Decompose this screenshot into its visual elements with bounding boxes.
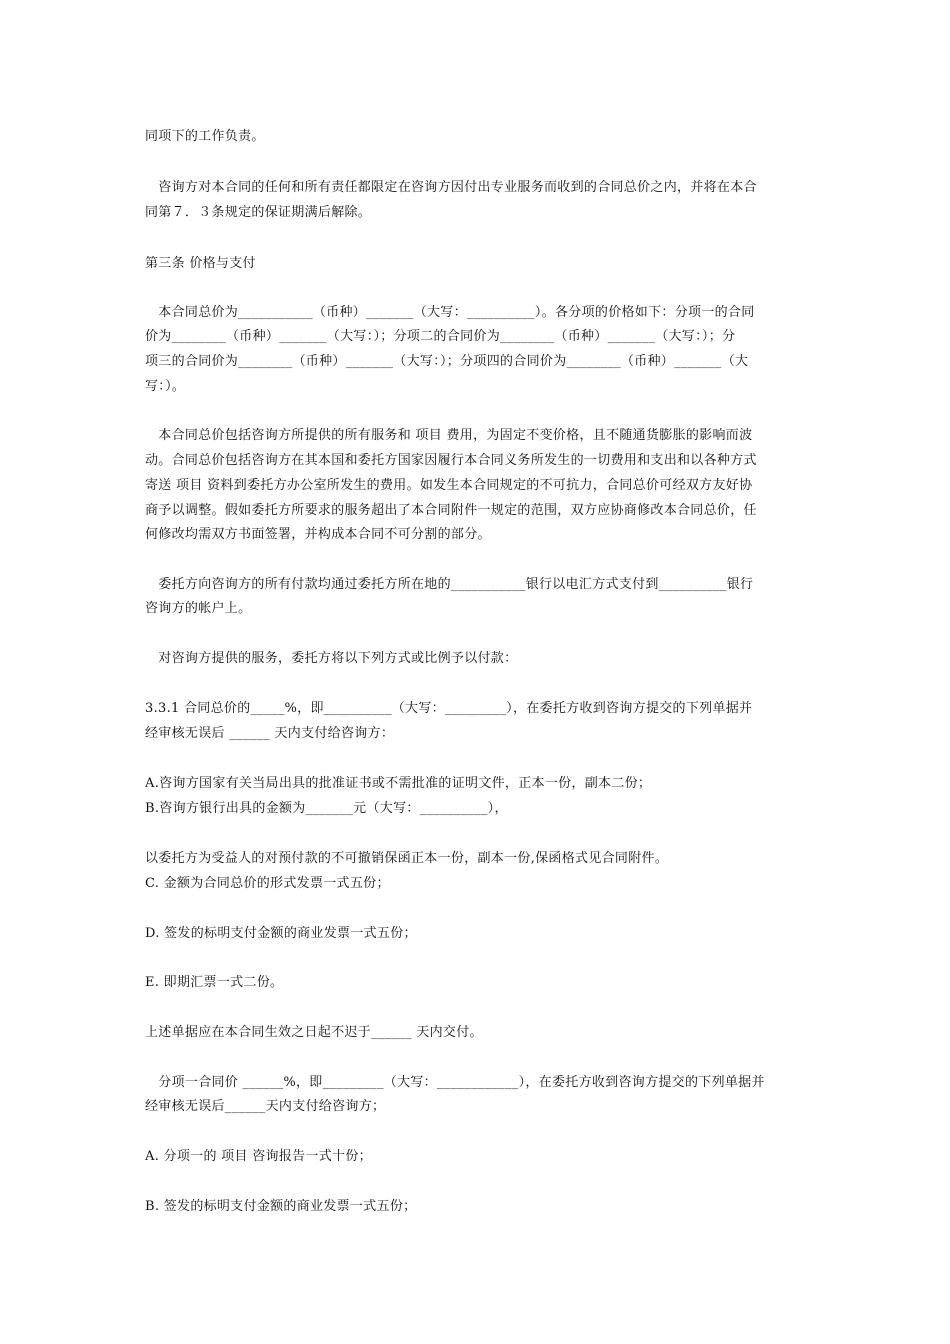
- text-line: 同第７．３条规定的保证期满后解除。: [145, 205, 372, 220]
- text-line: 经审核无误后 ______ 天内支付给咨询方：: [145, 726, 395, 741]
- text-line: 以委托方为受益人的对预付款的不可撤销保函正本一份，副本一份,保函格式见合同附件。: [145, 851, 669, 866]
- text-line: 咨询方的帐户上。: [145, 601, 252, 616]
- text-line: 本合同总价为___________（币种）_______（大写：__________）。各分项的价格如下：分项一的合同: [145, 305, 755, 320]
- text-line: 同项下的工作负责。: [145, 129, 265, 144]
- text-line: 分项一合同价 ______%，即_________（大写：____________），在委托方收到咨询方提交的下列单据并: [145, 1075, 765, 1090]
- text-line: 对咨询方提供的服务，委托方将以下列方式或比例予以付款：: [145, 651, 518, 666]
- text-line: 动。合同总价包括咨询方在其本国和委托方国家因履行本合同义务所发生的一切费用和支出和以各种方式: [145, 453, 757, 468]
- text-line: 价为________（币种）_______（大写：）；分项二的合同价为________（币种）_______（大写：）；分: [145, 329, 736, 344]
- list-item: E. 即期汇票一式二份。: [145, 975, 284, 990]
- list-item: A. 分项一的 项目 咨询报告一式十份；: [145, 1149, 372, 1164]
- text-line: 写：）。: [145, 379, 186, 394]
- list-item: B.咨询方银行出具的金额为_______元（大写：__________），: [145, 801, 508, 816]
- list-item: B. 签发的标明支付金额的商业发票一式五份；: [145, 1199, 417, 1214]
- list-item: C. 金额为合同总价的形式发票一式五份；: [145, 876, 390, 891]
- text-line: 何修改均需双方书面签署，并构成本合同不可分割的部分。: [145, 527, 491, 542]
- text-line: 经审核无误后______天内支付给咨询方；: [145, 1099, 386, 1114]
- list-item: D. 签发的标明支付金额的商业发票一式五份；: [145, 926, 417, 941]
- text-line: 咨询方对本合同的任何和所有责任都限定在咨询方因付出专业服务而收到的合同总价之内，并将在本合: [145, 180, 757, 195]
- text-line: 项三的合同价为________（币种）_______（大写：）；分项四的合同价为________（币种）_______（大: [145, 354, 749, 369]
- text-line: 委托方向咨询方的所有付款均通过委托方所在地的___________银行以电汇方式支付到__________银行: [145, 577, 754, 592]
- section-heading: 第三条 价格与支付: [145, 256, 256, 271]
- text-line: 3.3.1 合同总价的_____%，即__________（大写：_________），在委托方收到咨询方提交的下列单据并: [145, 701, 753, 716]
- text-line: 寄送 项目 资料到委托方办公室所发生的费用。如发生本合同规定的不可抗力，合同总价可经双方友好协: [145, 478, 753, 493]
- text-line: 上述单据应在本合同生效之日起不迟于______ 天内交付。: [145, 1025, 483, 1040]
- list-item: A.咨询方国家有关当局出具的批准证书或不需批准的证明文件，正本一份，副本二份；: [145, 776, 652, 791]
- text-line: 本合同总价包括咨询方所提供的所有服务和 项目 费用，为固定不变价格，且不随通货膨胀的影响而波: [145, 428, 753, 443]
- text-line: 商予以调整。假如委托方所要求的服务超出了本合同附件一规定的范围，双方应协商修改本合同总价，任: [145, 503, 757, 518]
